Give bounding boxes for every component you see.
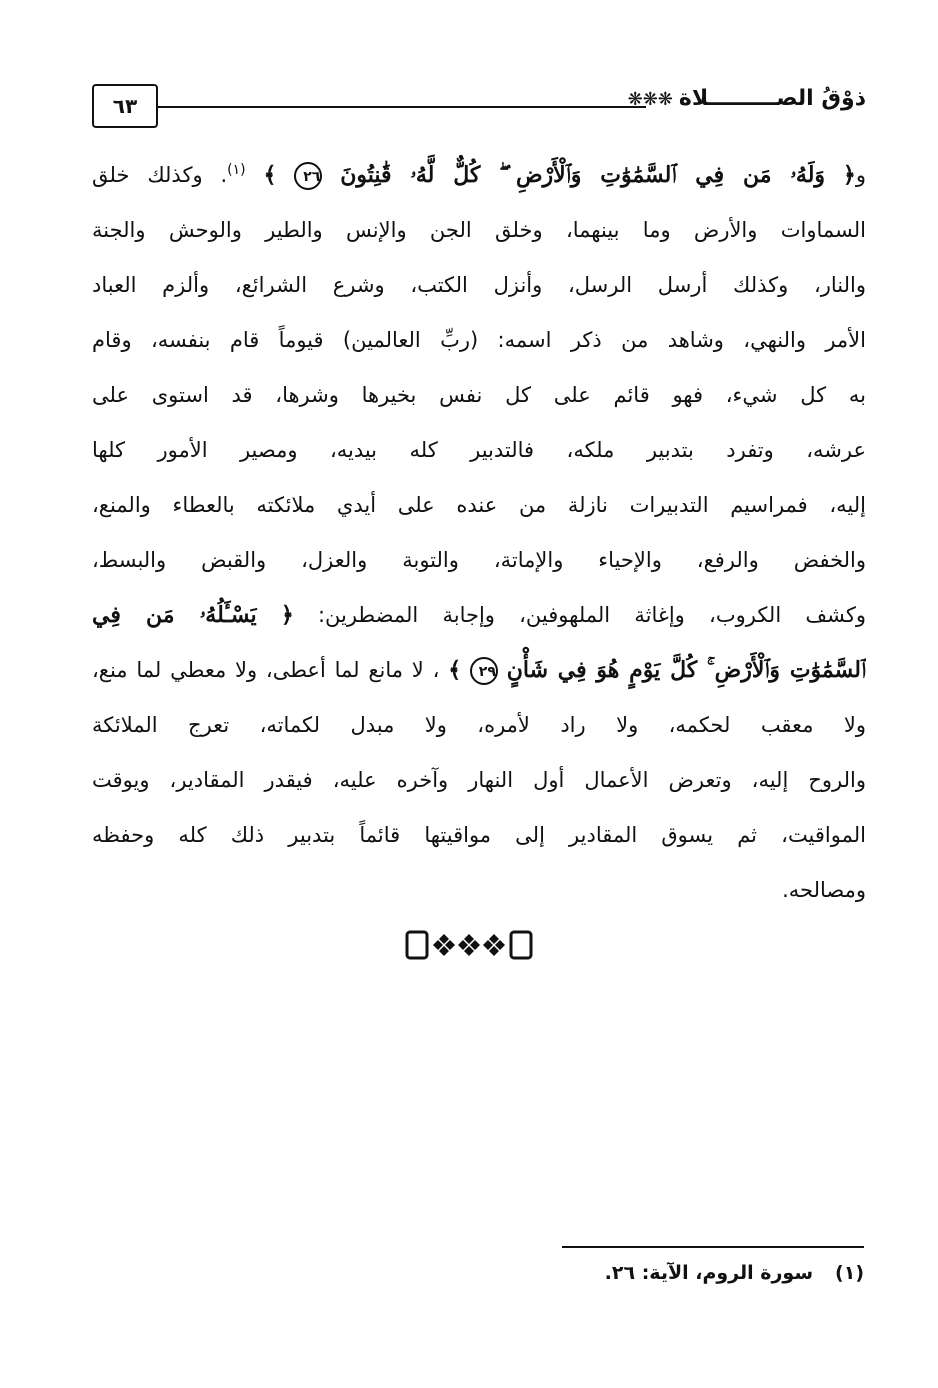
quran-brace-open: ﴿	[280, 603, 294, 628]
quran-verse: يَسْـَٔلُهُۥ مَن فِي	[92, 602, 257, 628]
page-header	[92, 84, 866, 130]
text-line-8: والخفض والرفع، والإحياء والإماتة، والتوبة والعزل، والقبض والبسط،	[92, 548, 866, 572]
footnote-reference: (١)	[227, 162, 246, 178]
text-line-7: إليه، فمراسيم التدبيرات نازلة من عنده على أيدي ملائكته بالعطاء والمنع،	[92, 493, 866, 517]
header-rule	[156, 106, 646, 108]
line9-text: وكشف الكروب، وإغاثة الملهوفين، وإجابة المضطرين:	[317, 603, 866, 627]
section-divider-ornament	[0, 928, 938, 966]
quran-brace-close: ﴾	[448, 658, 462, 683]
text-line-1	[92, 148, 866, 203]
quran-verse: وَلَهُۥ مَن فِي ٱلسَّمَٰوَٰتِ وَٱلْأَرْضِ ۖ كُلٌّ لَّهُۥ قَٰنِتُونَ	[340, 162, 826, 188]
text-line-4: الأمر والنهي، وشاهد من ذكر اسمه: (ربِّ العالمين) قيوماً قام بنفسه، وقام	[92, 328, 866, 352]
quran-brace-close: ﴾	[263, 163, 277, 188]
body-text	[92, 148, 866, 918]
title-stars: ❋❋❋	[627, 89, 673, 110]
running-title	[628, 86, 866, 111]
divider-ornament-icon	[404, 928, 534, 962]
text-line-2: السماوات والأرض وما بينهما، وخلق الجن والإنس والطير والوحش والجنة	[92, 218, 866, 242]
footnote-number: (١)	[835, 1262, 864, 1284]
text-line-3: والنار، وكذلك أرسل الرسل، وأنزل الكتب، وشرع الشرائع، وألزم العباد	[92, 273, 866, 297]
text-line-14: ومصالحه.	[782, 878, 866, 902]
line1-text: . وكذلك خلق	[92, 163, 228, 187]
text-line-10	[92, 643, 866, 698]
text-line-9	[92, 588, 866, 643]
footnote-rule	[562, 1246, 864, 1248]
page-number: ٦٣	[92, 84, 158, 128]
line10-text: ، لا مانع لما أعطى، ولا معطي لما منع،	[92, 658, 440, 682]
footnote-text: سورة الروم، الآية: ٢٦.	[604, 1262, 814, 1284]
text-line-11: ولا معقب لحكمه، ولا راد لأمره، ولا مبدل لكماته، تعرج الملائكة	[92, 713, 866, 737]
running-title-text: ذوْقُ الصـــــــــلاة	[678, 86, 866, 111]
quran-brace-open: ﴿	[842, 163, 856, 188]
line1-prefix: و	[855, 163, 866, 187]
text-line-13: المواقيت، ثم يسوق المقادير إلى مواقيتها قائماً بتدبير ذلك كله وحفظه	[92, 823, 866, 847]
text-line-6: عرشه، وتفرد بتدبير ملكه، فالتدبير كله بيديه، ومصير الأمور كلها	[92, 438, 866, 462]
text-line-5: به كل شيء، فهو قائم على كل نفس بخيرها وشرها، قد استوى على	[92, 383, 866, 407]
ayah-number-marker: ٢٦	[294, 162, 322, 190]
quran-verse: ٱلسَّمَٰوَٰتِ وَٱلْأَرْضِ ۚ كُلَّ يَوْمٍ هُوَ فِي شَأْنٍ	[506, 657, 866, 683]
footnote	[605, 1262, 864, 1284]
ayah-number-marker: ٢٩	[470, 657, 498, 685]
text-line-12: والروح إليه، وتعرض الأعمال أول النهار وآخره عليه، فيقدر المقادير، ويوقت	[92, 768, 866, 792]
